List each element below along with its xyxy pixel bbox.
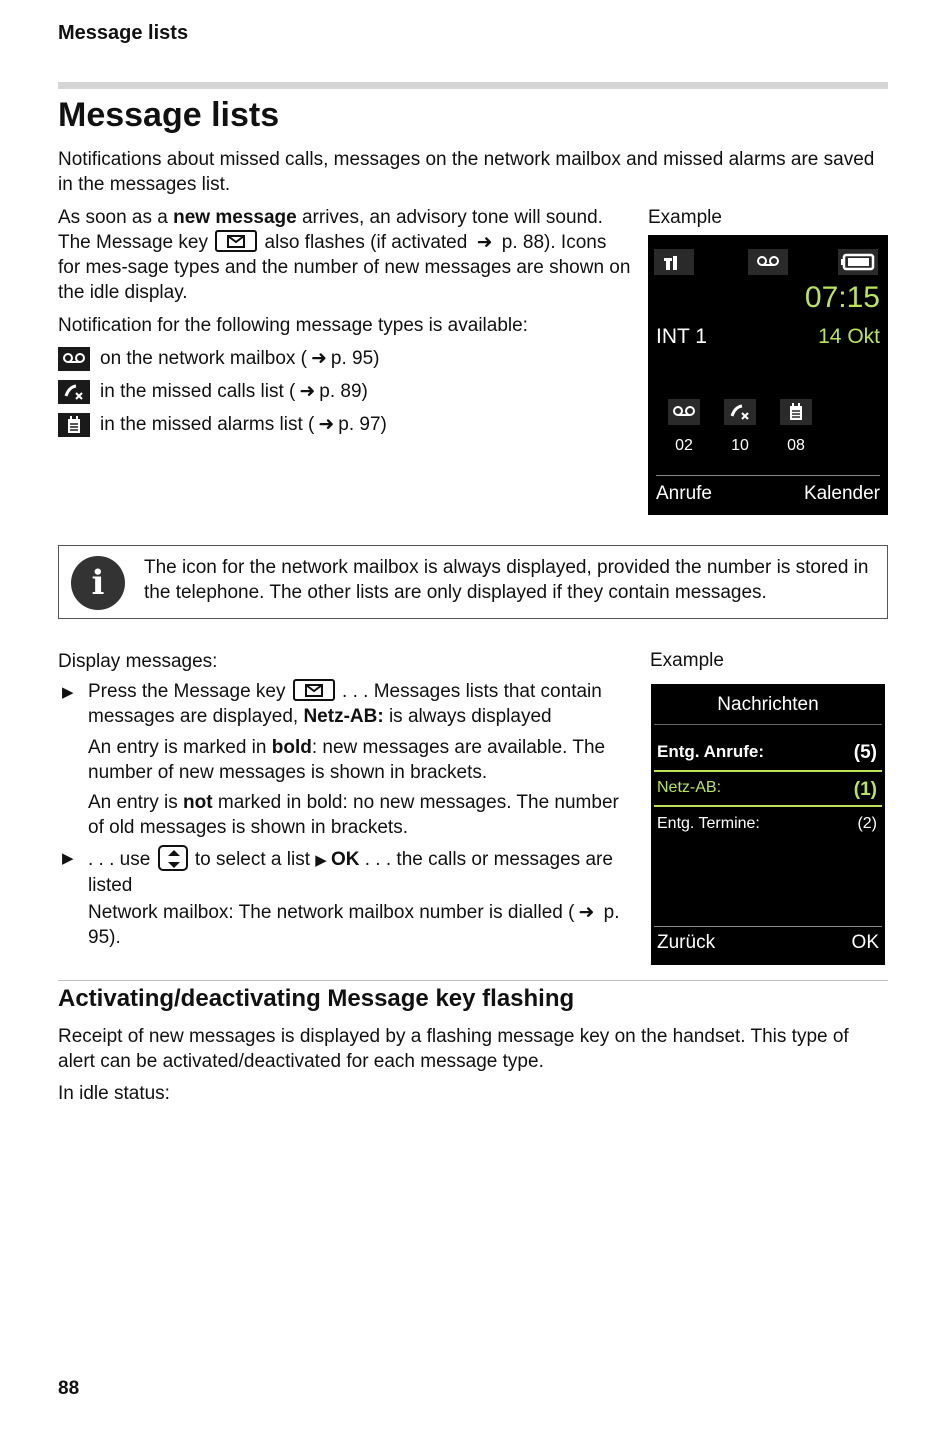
voicemail-count: 02	[675, 437, 693, 454]
display-messages-heading: Display messages:	[58, 651, 218, 672]
new-message-paragraph: As soon as a new message arrives, an advisory tone will sound. The Message key also flashes (if activated ➜ p. 88). Icons for mes-sage types and the number of new messages are shown on the idle display.	[58, 207, 631, 303]
page-title: Message lists	[58, 96, 280, 134]
missed-call-icon	[58, 380, 90, 404]
type-item-calls: in the missed calls list ( ➜ p. 89)	[58, 379, 368, 404]
selection-top-line	[654, 770, 882, 772]
header-rule	[58, 82, 888, 89]
list-item-selected: Netz-AB: (1)	[657, 779, 877, 800]
date-display: 14 Okt	[818, 325, 880, 348]
type-item-alarms: in the missed alarms list ( ➜ p. 97)	[58, 412, 387, 437]
intro-paragraph: Notifications about missed calls, messages on the network mailbox and missed alarms are saved in the messages list.	[58, 149, 875, 195]
voicemail-icon	[748, 249, 788, 275]
types-intro: Notification for the following message types is available:	[58, 315, 528, 336]
type-item-mailbox: on the network mailbox ( ➜ p. 95)	[58, 346, 380, 371]
bullet-triangle-icon: ▶	[62, 684, 74, 701]
not-bold-entry-note: An entry is not marked in bold: no new messages. The number of old messages is shown in brackets.	[88, 792, 619, 838]
missed-alarms-count: 08	[787, 437, 805, 454]
section-rule	[58, 980, 888, 981]
running-head: Message lists	[58, 22, 189, 44]
softkey-divider	[654, 926, 882, 927]
info-note-box	[58, 545, 888, 619]
bullet-triangle-icon: ▶	[62, 850, 74, 867]
missed-call-icon	[724, 399, 756, 425]
arrow-icon: ➜	[578, 902, 595, 923]
arrow-icon: ➜	[299, 381, 316, 402]
section-title: Activating/deactivating Message key flashing	[58, 985, 575, 1012]
idle-status-label: In idle status:	[58, 1083, 170, 1104]
softkey-divider	[656, 475, 880, 476]
softkey-right: OK	[851, 932, 879, 953]
clock-time: 07:15	[804, 281, 880, 314]
bold-entry-note: An entry is marked in bold: new messages are available. The number of new messages is shown in brackets.	[88, 737, 606, 783]
arrow-icon: ➜	[318, 414, 335, 435]
alarm-icon	[780, 399, 812, 425]
handset-name: INT 1	[656, 325, 707, 348]
title-divider	[654, 724, 882, 725]
step-select-list: . . . use to select a list ▶ OK . . . the calls or messages are listed	[88, 845, 633, 898]
voicemail-icon	[668, 399, 700, 425]
section-paragraph: Receipt of new messages is displayed by a flashing message key on the handset. This type of alert can be activated/deactivated for each message type.	[58, 1026, 849, 1072]
step-press-message-key: Press the Message key . . . Messages lists that contain messages are displayed, Netz-AB: is always displayed	[88, 681, 602, 727]
bullet-triangle-icon: ▶	[315, 852, 331, 869]
info-note-text: The icon for the network mailbox is always displayed, provided the number is stored in the telephone. The other lists are only displayed if they contain messages.	[144, 557, 869, 603]
message-key-icon	[215, 230, 257, 252]
list-item: Entg. Termine: (2)	[657, 815, 877, 832]
idle-display-example	[648, 235, 888, 515]
display-title: Nachrichten	[717, 694, 819, 715]
voicemail-icon	[58, 347, 90, 371]
softkey-right: Kalender	[803, 483, 880, 504]
arrow-icon: ➜	[311, 348, 327, 369]
alarm-icon	[58, 413, 90, 437]
arrow-icon: ➜	[476, 232, 493, 253]
softkey-left: Zurück	[657, 932, 716, 953]
info-icon: i	[71, 556, 125, 610]
signal-icon	[654, 249, 694, 275]
message-list-display-example	[651, 684, 885, 965]
message-key-icon	[293, 679, 335, 701]
list-item: Entg. Anrufe: (5)	[657, 742, 877, 763]
up-down-key-icon	[158, 845, 188, 871]
example-label-2: Example	[650, 650, 724, 671]
example-label-1: Example	[648, 207, 722, 228]
mailbox-dial-note: Network mailbox: The network mailbox number is dialled ( ➜ p. 95).	[88, 902, 620, 948]
softkey-left: Anrufe	[656, 483, 712, 504]
missed-calls-count: 10	[731, 437, 749, 454]
battery-icon	[838, 249, 878, 275]
page-number: 88	[58, 1378, 80, 1399]
selection-bottom-line	[654, 805, 882, 807]
